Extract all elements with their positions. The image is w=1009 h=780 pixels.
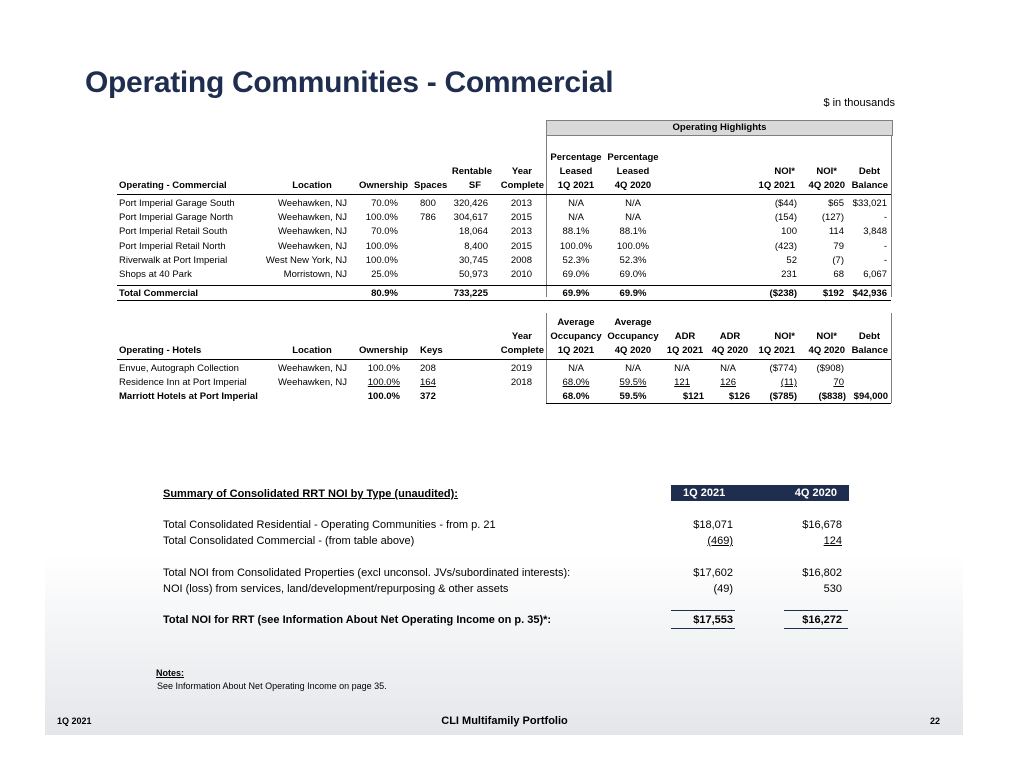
summary-label: NOI (loss) from services, land/development/repurposing & other assets (163, 583, 509, 595)
commercial-bottom-rule (117, 300, 891, 301)
row-noi1: ($44) (774, 198, 797, 209)
header-rentable-b: SF (468, 180, 482, 191)
header-occ2-b: Occupancy (607, 331, 659, 342)
row-noi2: (7) (832, 254, 844, 266)
commercial-header-rule (117, 194, 891, 195)
header-pl2-c: 4Q 2020 (614, 180, 652, 191)
row-noi2: $65 (828, 198, 844, 209)
hotels-bottom-rule (546, 403, 891, 404)
summary-col-4q2020: 4Q 2020 (794, 487, 837, 499)
row-noi1: (11) (780, 377, 797, 389)
total-commercial-label: Total Commercial (119, 288, 199, 299)
header-noi1-a: NOI* (774, 166, 795, 177)
row-pl1: 69.0% (562, 269, 590, 280)
highlights-left-border (546, 135, 547, 297)
header-adr1-b: 1Q 2021 (666, 345, 704, 356)
row-occ2: N/A (625, 363, 641, 374)
row-location: Weehawken, NJ (278, 226, 347, 238)
summary-value-1q: (49) (713, 583, 733, 595)
row-noi1: 231 (781, 269, 797, 280)
row-year: 2019 (510, 363, 532, 374)
total-commercial-sf: 733,225 (453, 288, 488, 299)
header-occ1-b: Occupancy (550, 331, 602, 342)
units-note: $ in thousands (823, 97, 895, 109)
summary-label: Total Consolidated Commercial - (from table above) (163, 535, 415, 547)
total-hotels-adr2: $126 (728, 391, 750, 402)
notes-text: See Information About Net Operating Income on page 35. (157, 681, 387, 691)
summary-label: Total Consolidated Residential - Operating Communities - from p. 21 (163, 519, 496, 531)
total-commercial-pl1: 69.9% (562, 288, 590, 299)
row-keys: 164 (420, 377, 436, 389)
total-commercial-ownership: 80.9% (371, 288, 398, 299)
row-year: 2013 (510, 226, 532, 238)
header-noi2-b: 4Q 2020 (808, 180, 845, 191)
row-pl2: 52.3% (619, 254, 647, 266)
row-year: 2008 (510, 254, 532, 266)
header-adr2-a: ADR (719, 331, 741, 342)
row-ownership: 70.0% (371, 226, 398, 238)
row-adr2: 126 (720, 377, 736, 389)
summary-rule-1q (671, 610, 735, 611)
hotels-header-rule (117, 359, 891, 360)
row-pl2: 69.0% (619, 269, 647, 280)
summary-total-label: Total NOI for RRT (see Information About Net Operating Income on p. 35)*: (163, 614, 552, 626)
summary-column-header (671, 485, 849, 501)
header-location: Location (292, 180, 332, 191)
total-hotels-occ2: 59.5% (619, 391, 647, 402)
header-ownership: Ownership (359, 180, 409, 191)
row-pl2: N/A (625, 198, 641, 209)
row-pl1: N/A (568, 198, 584, 209)
row-noi1: 100 (781, 226, 797, 238)
commercial-total-rule (117, 285, 891, 286)
footer-portfolio-name: CLI Multifamily Portfolio (441, 715, 568, 727)
row-pl1: 100.0% (559, 240, 593, 252)
header-debt-b: Balance (851, 180, 888, 191)
row-location: Weehawken, NJ (278, 363, 347, 374)
header-occ1-c: 1Q 2021 (557, 345, 595, 356)
header-noi1-b: 1Q 2021 (758, 180, 795, 191)
summary-total-4q: $16,272 (802, 614, 842, 626)
footer-period: 1Q 2021 (57, 716, 92, 726)
row-occ1: 68.0% (562, 377, 590, 389)
row-keys: 208 (420, 363, 436, 374)
row-location: Weehawken, NJ (278, 198, 347, 209)
footer-gradient-band (45, 555, 963, 735)
summary-value-4q: $16,802 (802, 567, 842, 579)
row-ownership: 70.0% (371, 198, 398, 209)
row-ownership: 100.0% (365, 240, 398, 252)
header-pl1-c: 1Q 2021 (557, 180, 595, 191)
row-location: Morristown, NJ (283, 269, 347, 280)
row-sf: 304,617 (453, 212, 488, 224)
summary-total-rule-1q (671, 628, 735, 629)
row-year: 2015 (510, 212, 532, 224)
row-name: Shops at 40 Park (119, 269, 192, 280)
row-debt: 3,848 (863, 226, 887, 238)
summary-value-1q: $17,602 (693, 567, 733, 579)
row-pl1: 52.3% (562, 254, 590, 266)
row-year: 2015 (510, 240, 532, 252)
row-ownership: 100.0% (367, 363, 400, 374)
row-pl2: 100.0% (616, 240, 650, 252)
row-ownership: 100.0% (367, 377, 400, 389)
total-commercial-noi1: ($238) (769, 288, 797, 299)
row-debt: - (883, 212, 887, 224)
row-ownership: 100.0% (365, 212, 398, 224)
header-rentable-a: Rentable (451, 166, 492, 177)
summary-total-1q: $17,553 (693, 614, 733, 626)
summary-value-4q: 530 (823, 583, 842, 595)
header-pl2-a: Percentage (607, 152, 659, 163)
row-noi1: (154) (774, 212, 797, 224)
header-adr2-b: 4Q 2020 (711, 345, 749, 356)
summary-value-4q: 124 (823, 535, 842, 547)
header-occ2-c: 4Q 2020 (614, 345, 652, 356)
row-debt: 6,067 (863, 269, 887, 280)
header-adr1-a: ADR (674, 331, 696, 342)
row-noi2: ($908) (816, 363, 844, 374)
row-noi1: 52 (786, 254, 797, 266)
row-adr2: N/A (720, 363, 736, 374)
header-hotel-noi2-b: 4Q 2020 (808, 345, 845, 356)
row-noi2: 68 (833, 269, 844, 280)
row-debt: - (883, 254, 887, 266)
row-adr1: N/A (674, 363, 690, 374)
header-pl1-b: Leased (559, 166, 593, 177)
row-noi2: 70 (833, 377, 844, 389)
row-name: Port Imperial Retail North (119, 240, 226, 252)
row-location: West New York, NJ (265, 254, 347, 266)
row-pl1: N/A (568, 212, 584, 224)
header-spaces: Spaces (414, 180, 448, 191)
header-hotel-ownership: Ownership (359, 345, 409, 356)
header-hotel-location: Location (292, 345, 332, 356)
header-noi2-a: NOI* (816, 166, 837, 177)
row-occ2: 59.5% (619, 377, 647, 389)
summary-heading: Summary of Consolidated RRT NOI by Type (unaudited): (163, 488, 458, 500)
row-location: Weehawken, NJ (278, 212, 347, 224)
row-sf: 50,973 (458, 269, 488, 280)
header-year-b: Complete (500, 180, 544, 191)
row-debt: $33,021 (852, 198, 887, 209)
summary-rule-4q (784, 610, 848, 611)
row-year: 2018 (510, 377, 532, 389)
row-pl2: N/A (625, 212, 641, 224)
total-hotels-noi1: ($785) (769, 391, 797, 402)
total-commercial-pl2: 69.9% (619, 288, 647, 299)
notes-label: Notes: (156, 668, 185, 678)
row-noi2: (127) (821, 212, 844, 224)
header-hotel-noi1-b: 1Q 2021 (758, 345, 795, 356)
header-pl2-b: Leased (616, 166, 650, 177)
header-commercial-name: Operating - Commercial (119, 180, 227, 191)
row-ownership: 100.0% (365, 254, 398, 266)
total-hotels-noi2: ($838) (818, 391, 846, 402)
row-spaces: 800 (420, 198, 436, 209)
summary-value-1q: $18,071 (693, 519, 733, 531)
summary-col-1q2021: 1Q 2021 (683, 487, 726, 499)
header-pl1-a: Percentage (550, 152, 602, 163)
row-ownership: 25.0% (371, 269, 398, 280)
summary-label: Total NOI from Consolidated Properties (excl unconsol. JVs/subordinated interests): (163, 567, 571, 579)
row-debt: - (883, 240, 887, 252)
row-spaces: 786 (420, 212, 436, 224)
header-occ1-a: Average (557, 317, 595, 328)
row-sf: 18,064 (458, 226, 488, 238)
row-sf: 30,745 (458, 254, 488, 266)
hotels-left-border (546, 313, 547, 403)
row-name: Port Imperial Garage North (119, 212, 234, 224)
page-title: Operating Communities - Commercial (85, 66, 614, 99)
row-year: 2013 (510, 198, 532, 209)
row-year: 2010 (510, 269, 532, 280)
row-name: Port Imperial Garage South (119, 198, 235, 209)
total-hotels-debt: $94,000 (853, 391, 888, 402)
header-debt-a: Debt (858, 166, 880, 177)
summary-value-4q: $16,678 (802, 519, 842, 531)
row-noi2: 114 (828, 226, 844, 238)
highlights-right-border (891, 135, 892, 297)
total-hotels-occ1: 68.0% (562, 391, 590, 402)
header-hotels-name: Operating - Hotels (119, 345, 202, 356)
row-name: Port Imperial Retail South (119, 226, 228, 238)
notes (156, 668, 387, 691)
header-hotel-noi1-a: NOI* (774, 331, 795, 342)
summary-total-rule-4q (784, 628, 848, 629)
total-commercial-noi2: $192 (822, 288, 844, 299)
total-hotels-adr1: $121 (682, 391, 704, 402)
row-adr1: 121 (674, 377, 690, 389)
header-hotel-debt-a: Debt (858, 331, 880, 342)
header-keys: Keys (420, 345, 443, 356)
row-noi1: ($774) (769, 363, 797, 374)
row-name: Riverwalk at Port Imperial (119, 254, 228, 266)
row-location: Weehawken, NJ (278, 240, 347, 252)
row-name: Envue, Autograph Collection (119, 363, 239, 374)
row-noi2: 79 (833, 240, 844, 252)
row-location: Weehawken, NJ (278, 377, 347, 389)
row-pl1: 88.1% (562, 226, 590, 238)
total-hotels-keys: 372 (420, 391, 436, 402)
hotels-right-border (891, 313, 892, 403)
footer-page-number: 22 (930, 716, 941, 726)
header-hotel-debt-b: Balance (851, 345, 888, 356)
row-occ1: N/A (568, 363, 584, 374)
header-hotel-year-b: Complete (500, 345, 544, 356)
row-sf: 8,400 (464, 240, 488, 252)
header-hotel-noi2-a: NOI* (816, 331, 837, 342)
header-hotel-year-a: Year (511, 331, 532, 342)
row-sf: 320,426 (453, 198, 488, 209)
header-occ2-a: Average (614, 317, 652, 328)
total-hotels-ownership: 100.0% (367, 391, 400, 402)
summary-value-1q: (469) (707, 535, 733, 547)
row-name: Residence Inn at Port Imperial (119, 377, 247, 389)
row-pl2: 88.1% (619, 226, 647, 238)
header-year-a: Year (511, 166, 532, 177)
total-hotels-label: Marriott Hotels at Port Imperial (119, 391, 258, 402)
row-noi1: (423) (774, 240, 797, 252)
total-commercial-debt: $42,936 (852, 288, 887, 299)
operating-highlights-header: Operating Highlights (546, 120, 893, 136)
